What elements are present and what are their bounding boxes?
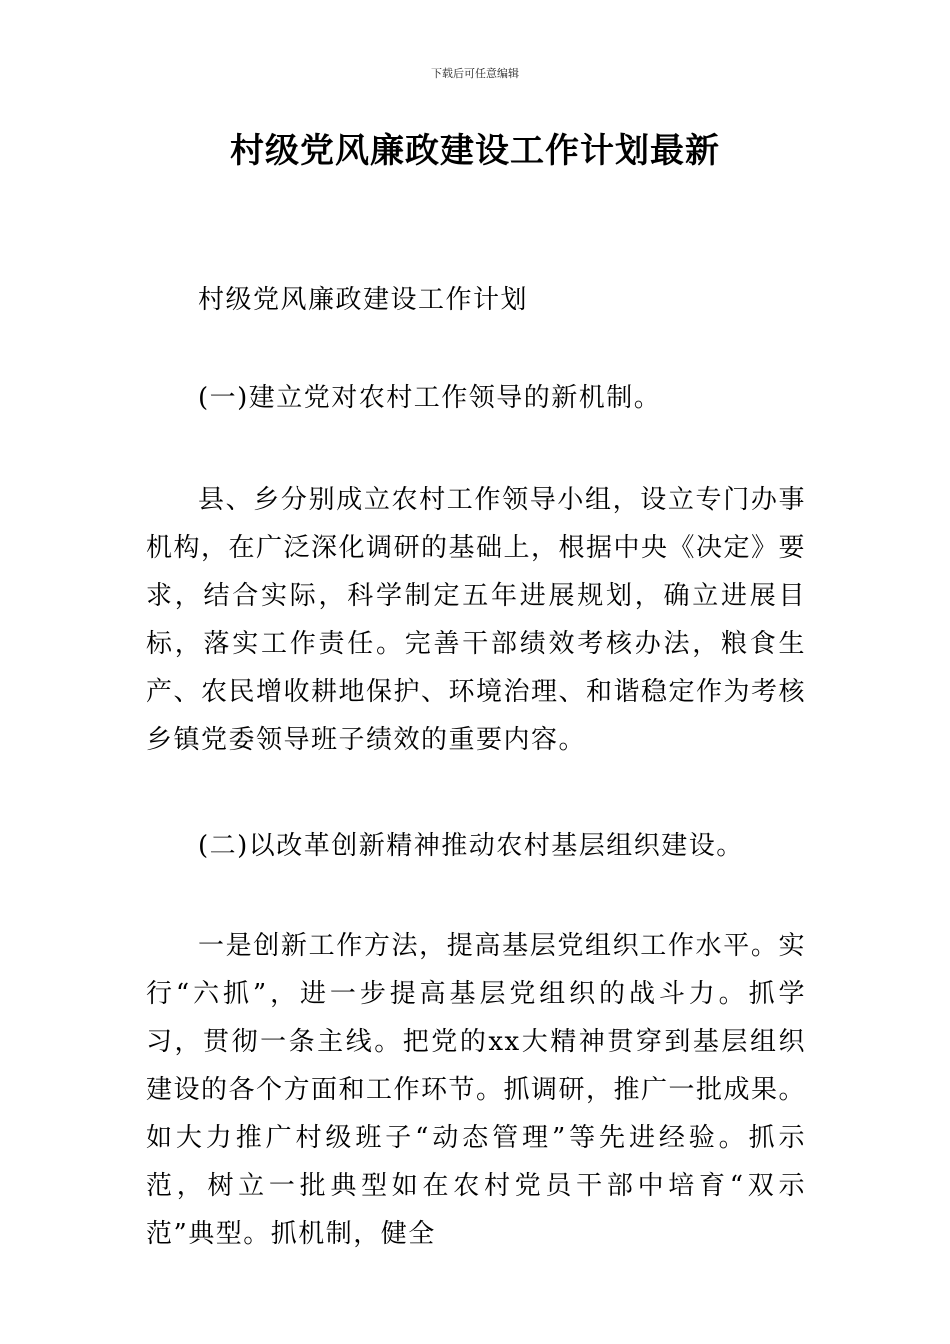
page-header-note: 下载后可任意编辑 (431, 67, 519, 80)
section-1-heading: (一)建立党对农村工作领导的新机制。 (198, 383, 662, 413)
document-subtitle: 村级党风廉政建设工作计划 (198, 285, 529, 315)
section-2-heading: (二)以改革创新精神推动农村基层组织建设。 (198, 831, 744, 861)
document-title: 村级党风廉政建设工作计划最新 (230, 131, 720, 171)
section-2-paragraph: 一是创新工作方法，提高基层党组织工作水平。实行“六抓”，进一步提高基层党组织的战斗力。抓学习，贯彻一条主线。把党的xx大精神贯穿到基层组织建设的各个方面和工作环节。抓调研，推广一批成果。如大力推广村级班子“动态管理”等先进经验。抓示范，树立一批典型如在农村党员干部中培育“双示范”典型。抓机制，健全 (146, 931, 807, 1249)
section-1-paragraph: 县、乡分别成立农村工作领导小组，设立专门办事机构，在广泛深化调研的基础上，根据中央《决定》要求，结合实际，科学制定五年进展规划，确立进展目标，落实工作责任。完善干部绩效考核办法，粮食生产、农民增收耕地保护、环境治理、和谐稳定作为考核乡镇党委领导班子绩效的重要内容。 (146, 485, 807, 755)
